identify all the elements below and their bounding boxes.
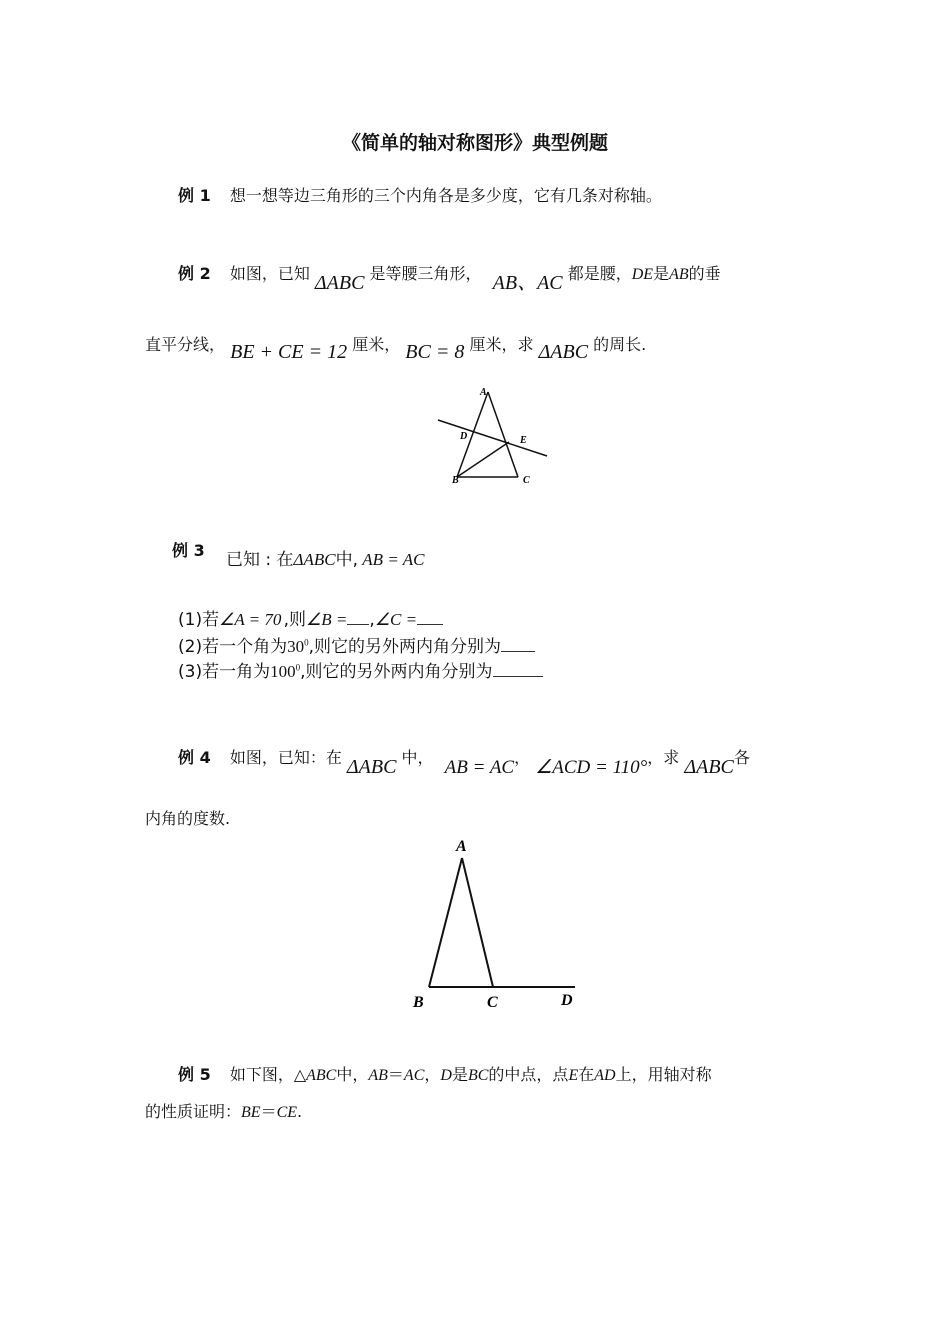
example-4-line-2 <box>145 806 230 829</box>
label-d: D <box>561 992 573 1009</box>
label-e: E <box>520 435 527 446</box>
math-ce: CE <box>276 1104 298 1121</box>
segment-ac <box>462 858 493 987</box>
example-4-text: ，求 <box>647 748 680 767</box>
label-b: B <box>413 994 424 1011</box>
example-3-text: (3)若一角为 <box>178 662 271 682</box>
example-3-question-3 <box>178 657 543 682</box>
math-be-plus-ce: BE + CE = 12 <box>230 341 348 363</box>
example-5-text: 的中点，点 <box>488 1065 569 1084</box>
label-a: A <box>456 838 467 855</box>
example-3-text: 已知 : 在 <box>226 550 294 570</box>
math-de: DE <box>631 266 654 283</box>
math-angle-a-70: ∠A = 70 <box>219 610 282 629</box>
example-2-text: 是等腰三角形， <box>369 264 482 283</box>
math-ab: AB <box>368 1067 388 1084</box>
segment-ab <box>429 858 462 987</box>
degree-sup: 0 <box>295 662 301 673</box>
example-2-text: 直平分线， <box>145 335 226 354</box>
math-triangle-abc: ΔABC <box>293 550 336 569</box>
math-d: D <box>440 1067 452 1084</box>
example-3-label: 例 3 <box>172 541 205 560</box>
math-ab-equals-ac: AB = AC <box>362 550 425 569</box>
segment-be <box>457 442 509 477</box>
math-bc-equals-8: BC = 8 <box>405 341 465 363</box>
example-2-text: 的周长. <box>593 335 647 354</box>
example-5-text: 在 <box>578 1065 595 1084</box>
math-ab-equals-ac: AB = AC <box>444 757 515 778</box>
example-3-text: ,则 <box>283 610 307 630</box>
degree-sup: 0 <box>304 637 309 648</box>
example-3-question-2 <box>178 632 535 657</box>
answer-blank[interactable] <box>347 608 369 625</box>
example-2-text: 的垂 <box>688 264 721 283</box>
page-title: 《简单的轴对称图形》典型例题 <box>341 132 608 154</box>
answer-blank[interactable] <box>501 635 535 652</box>
math-angle-b: ∠B = <box>306 610 348 629</box>
example-5-text: . <box>297 1102 303 1121</box>
figure-triangle-perpendicular-bisector <box>430 380 560 490</box>
example-2-text: 如图，已知 <box>229 264 310 283</box>
label-d: D <box>460 431 468 442</box>
example-2-text: 是 <box>653 264 670 283</box>
math-bc: BC <box>467 1067 489 1084</box>
example-3-given <box>226 545 424 570</box>
label-c: C <box>487 994 498 1011</box>
math-triangle-abc: ΔABC <box>538 341 589 363</box>
answer-blank[interactable] <box>493 660 543 677</box>
math-ac: AC <box>403 1067 425 1084</box>
math-ad: AD <box>594 1067 616 1084</box>
example-4-line-1 <box>178 745 750 778</box>
example-5-label: 例 5 <box>178 1065 211 1084</box>
example-4-text: 各 <box>733 748 750 767</box>
math-30: 30 <box>287 637 305 656</box>
math-triangle-abc: ΔABC <box>314 272 365 294</box>
label-c: C <box>523 475 530 486</box>
math-ab-ac: AB、AC <box>492 272 563 294</box>
example-4-text: 内角的度数. <box>145 809 231 828</box>
label-a: A <box>480 387 487 398</box>
label-b: B <box>452 475 459 486</box>
math-100: 100 <box>270 662 296 681</box>
example-5-text: 是 <box>451 1065 468 1084</box>
example-3-label-row <box>172 538 205 561</box>
example-2-text: 厘米， <box>352 335 401 354</box>
example-3-text: 中, <box>335 550 359 570</box>
example-2-label: 例 2 <box>178 264 211 283</box>
example-5-text: 如下图，△ <box>229 1065 307 1084</box>
example-5-line-2 <box>145 1099 302 1122</box>
example-4-label: 例 4 <box>178 748 211 767</box>
example-5-text: 中， <box>336 1065 369 1084</box>
figure-isosceles-triangle-exterior-angle <box>405 830 590 1015</box>
example-5-text: ， <box>424 1065 441 1084</box>
example-3-text: , <box>369 610 375 630</box>
math-be: BE <box>241 1104 261 1121</box>
math-abc: ABC <box>306 1067 337 1084</box>
segment-ac <box>488 392 518 477</box>
example-5-text: 上，用轴对称 <box>615 1065 712 1084</box>
example-5-text: ＝ <box>260 1102 277 1121</box>
math-e: E <box>568 1067 579 1084</box>
example-1-label: 例 1 <box>178 186 211 205</box>
example-3-text: ,则它的另外两内角分别为 <box>308 637 501 657</box>
example-3-text: (2)若一个角为 <box>178 637 288 657</box>
math-triangle-abc: ΔABC <box>346 756 397 778</box>
math-angle-c: ∠C = <box>374 610 418 629</box>
perpendicular-bisector-line <box>438 420 547 456</box>
example-1-text: 想一想等边三角形的三个内角各是多少度，它有几条对称轴。 <box>229 186 662 205</box>
math-angle-acd: ∠ACD = 110° <box>535 757 648 778</box>
example-3-question-1 <box>178 605 443 630</box>
example-5-text: 的性质证明： <box>145 1102 242 1121</box>
example-4-text: ， <box>514 748 531 767</box>
example-4-text: 如图，已知：在 <box>229 748 342 767</box>
example-2-text: 都是腰， <box>567 264 632 283</box>
math-ab: AB <box>669 266 689 283</box>
example-2-text: 厘米，求 <box>469 335 534 354</box>
example-3-text: (1)若 <box>178 610 220 630</box>
answer-blank[interactable] <box>417 608 443 625</box>
example-2-line-1 <box>178 256 721 294</box>
example-4-text: 中， <box>401 748 434 767</box>
math-triangle-abc: ΔABC <box>684 756 734 778</box>
example-2-line-2 <box>145 332 647 363</box>
example-1 <box>178 183 662 206</box>
example-5-text: ＝ <box>387 1065 404 1084</box>
example-5-line-1 <box>178 1062 712 1085</box>
example-3-text: ,则它的另外两内角分别为 <box>300 662 493 682</box>
